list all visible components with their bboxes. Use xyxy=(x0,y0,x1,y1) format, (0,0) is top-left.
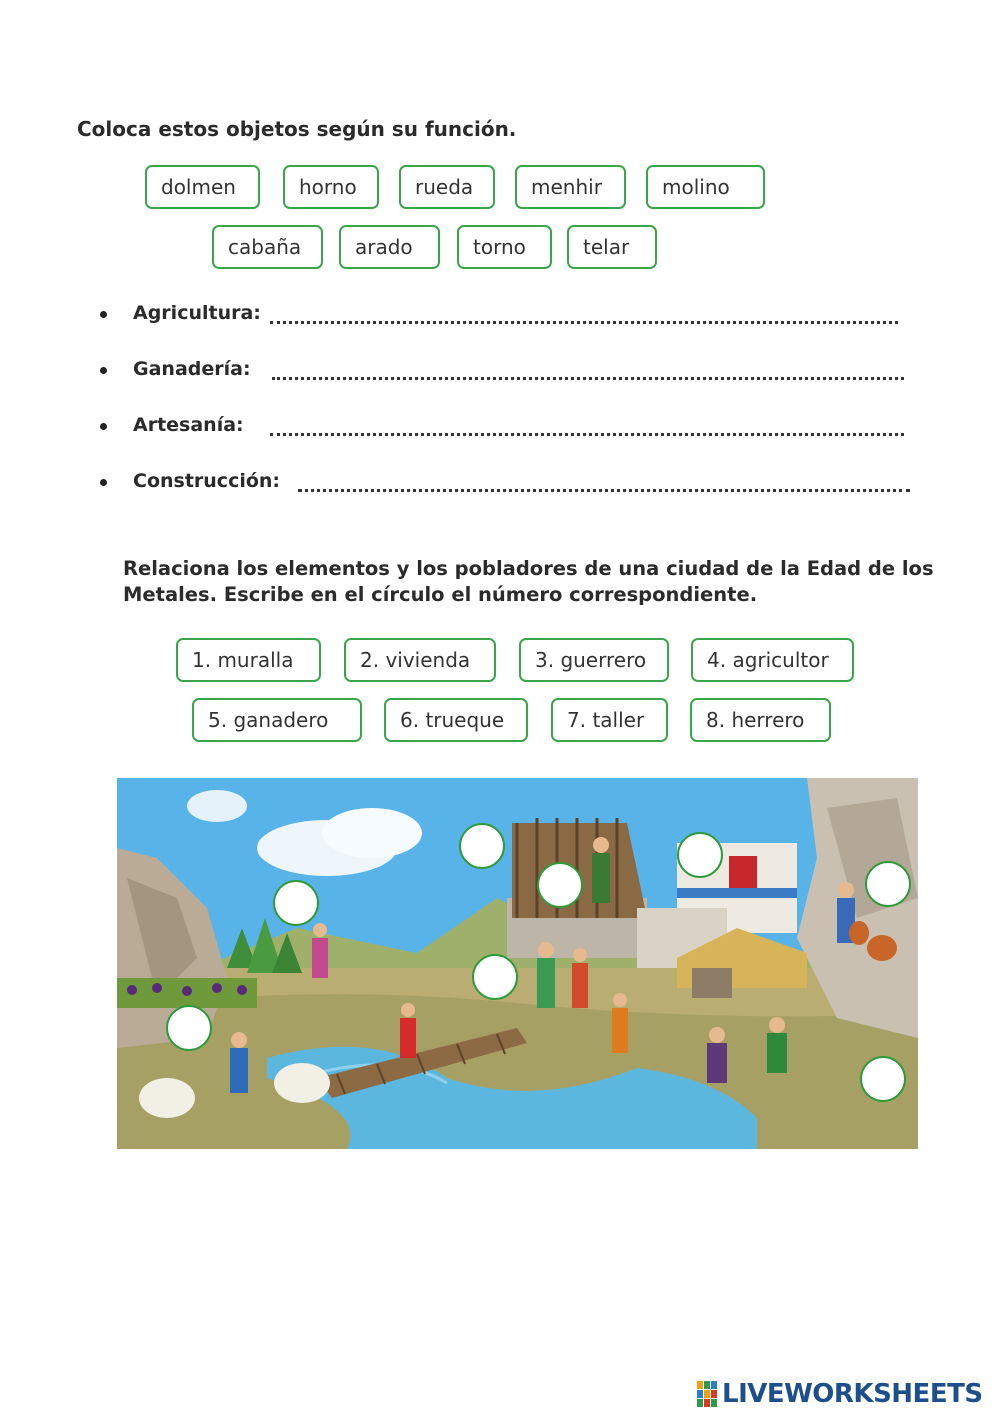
item-tag-muralla[interactable]: 1. muralla xyxy=(176,638,321,682)
category-label: Artesanía: xyxy=(133,414,244,436)
category-row-ganaderia xyxy=(100,358,910,386)
answer-line-ganaderia[interactable] xyxy=(272,377,904,380)
item-tag-agricultor[interactable]: 4. agricultor xyxy=(691,638,854,682)
bullet-icon xyxy=(100,423,107,430)
answer-circle-3[interactable] xyxy=(537,862,583,908)
word-tag-horno[interactable]: horno xyxy=(283,165,379,209)
word-tag-torno[interactable]: torno xyxy=(457,225,552,269)
word-tag-rueda[interactable]: rueda xyxy=(399,165,495,209)
answer-line-agricultura[interactable] xyxy=(270,321,898,324)
category-label: Ganadería: xyxy=(133,358,251,380)
word-tag-telar[interactable]: telar xyxy=(567,225,657,269)
answer-line-artesania[interactable] xyxy=(270,433,904,436)
metal-age-village-illustration xyxy=(117,778,918,1149)
village-scene-svg xyxy=(117,778,918,1149)
word-tag-arado[interactable]: arado xyxy=(339,225,440,269)
liveworksheets-logo xyxy=(697,1377,983,1411)
answer-circle-8[interactable] xyxy=(860,1056,906,1102)
bullet-icon xyxy=(100,311,107,318)
word-tag-molino[interactable]: molino xyxy=(646,165,765,209)
answer-line-construccion[interactable] xyxy=(298,489,910,492)
bullet-icon xyxy=(100,367,107,374)
section1-title: Coloca estos objetos según su función. xyxy=(77,117,517,141)
section2-title-line1: Relaciona los elementos y los pobladores de una ciudad de la Edad de los xyxy=(123,557,934,580)
category-label: Agricultura: xyxy=(133,302,261,324)
answer-circle-5[interactable] xyxy=(865,861,911,907)
answer-circle-4[interactable] xyxy=(273,880,319,926)
word-tag-dolmen[interactable]: dolmen xyxy=(145,165,260,209)
item-tag-vivienda[interactable]: 2. vivienda xyxy=(344,638,496,682)
item-tag-herrero[interactable]: 8. herrero xyxy=(690,698,831,742)
item-tag-ganadero[interactable]: 5. ganadero xyxy=(192,698,362,742)
answer-circle-2[interactable] xyxy=(677,832,723,878)
item-tag-taller[interactable]: 7. taller xyxy=(551,698,668,742)
answer-circle-7[interactable] xyxy=(166,1005,212,1051)
category-row-construccion xyxy=(100,470,915,498)
category-row-artesania xyxy=(100,414,910,442)
word-tag-menhir[interactable]: menhir xyxy=(515,165,626,209)
liveworksheets-logo-icon xyxy=(697,1381,719,1407)
category-label: Construcción: xyxy=(133,470,281,492)
section2-title-line2: Metales. Escribe en el círculo el número correspondiente. xyxy=(123,583,758,606)
item-tag-guerrero[interactable]: 3. guerrero xyxy=(519,638,669,682)
bullet-icon xyxy=(100,479,107,486)
category-row-agricultura xyxy=(100,302,910,330)
answer-circle-1[interactable] xyxy=(459,823,505,869)
item-tag-trueque[interactable]: 6. trueque xyxy=(384,698,528,742)
word-tag-cabana[interactable]: cabaña xyxy=(212,225,323,269)
answer-circle-6[interactable] xyxy=(472,954,518,1000)
liveworksheets-brand-text: LIVEWORKSHEETS xyxy=(722,1379,983,1409)
